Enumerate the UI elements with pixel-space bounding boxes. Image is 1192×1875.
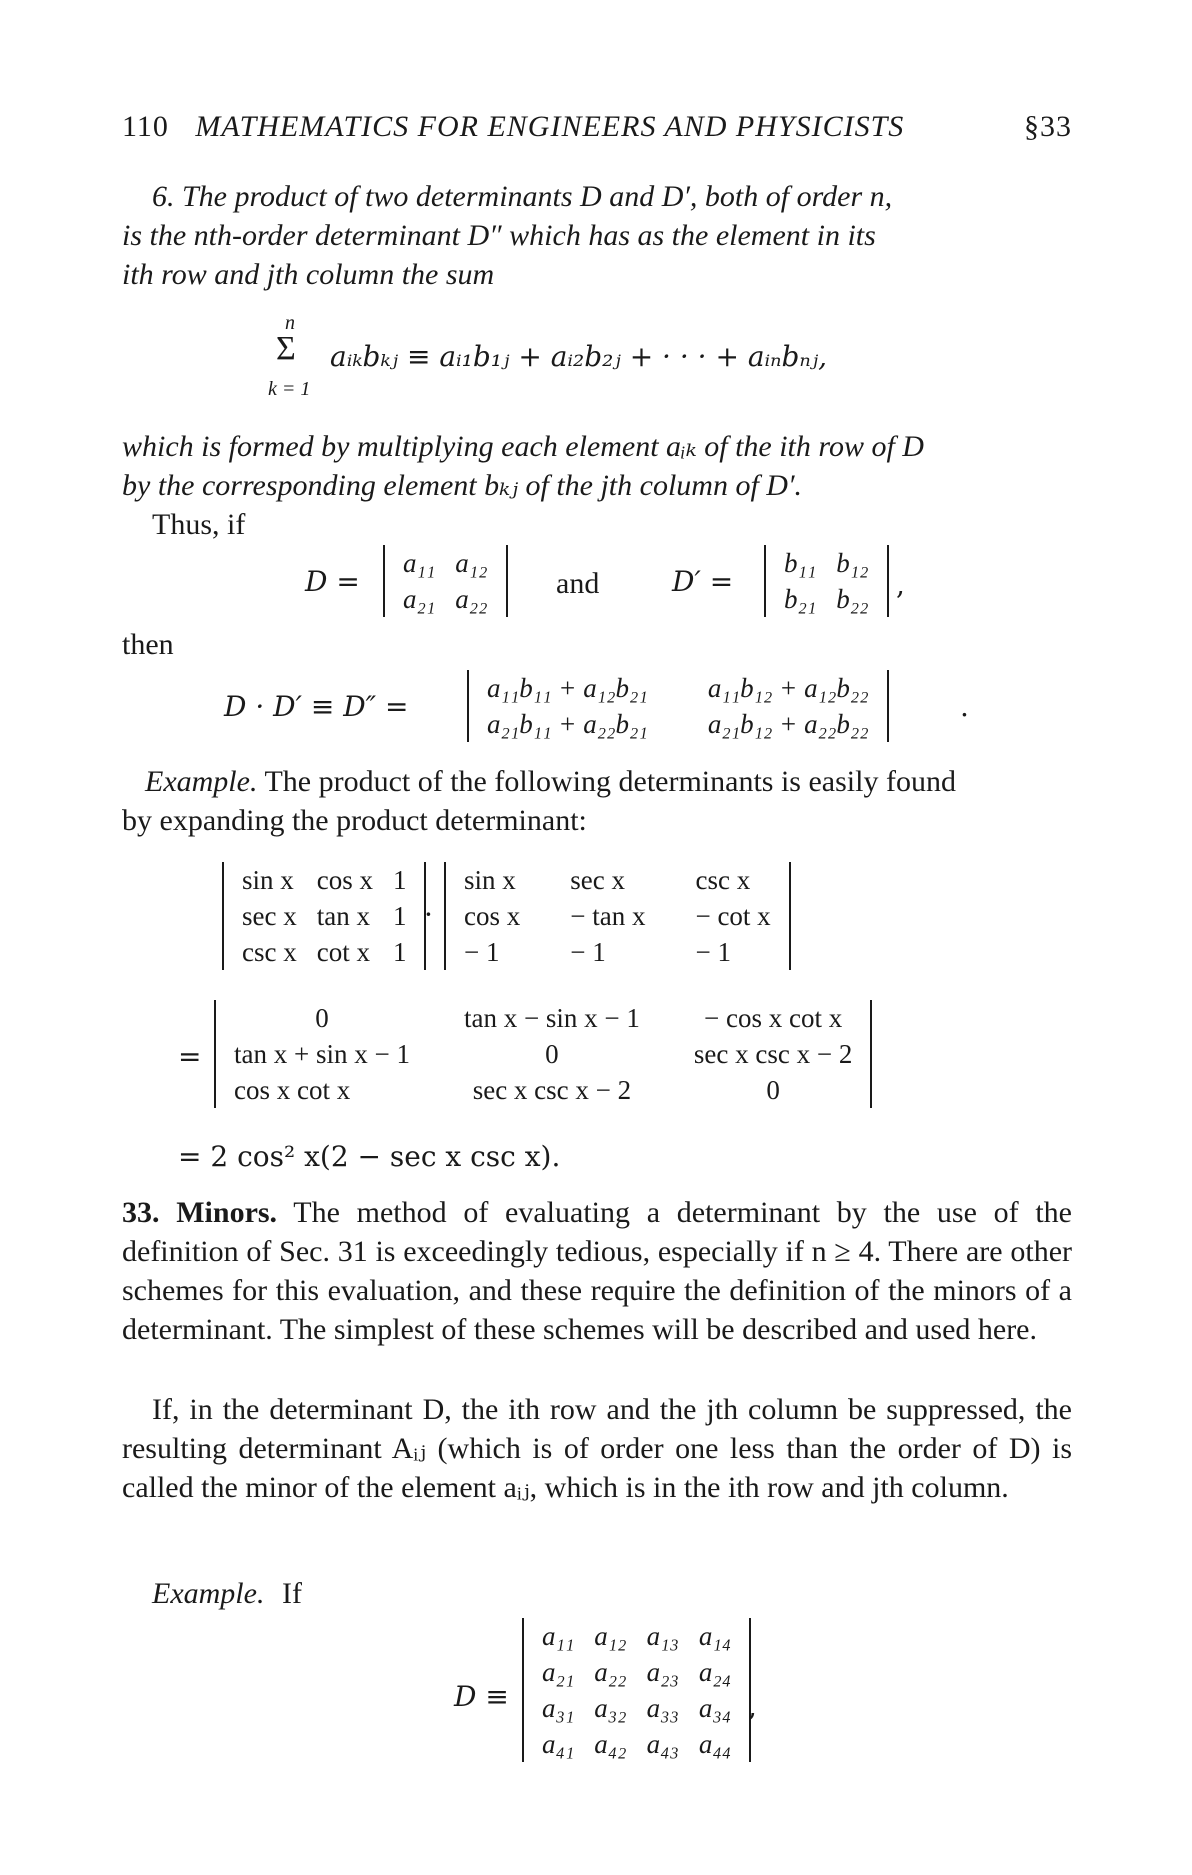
trig-left-cell: 1 [392, 865, 407, 895]
trig-right-cell: − 1 [464, 937, 500, 967]
trig-left-determinant [222, 862, 426, 970]
d-cell: a₂₁ [403, 584, 436, 614]
formed-line-1: which is formed by multiplying each element aᵢₖ of the ith row of D [122, 430, 924, 463]
trig-result-determinant [214, 1000, 872, 1108]
d4-cell: a₄₃ [646, 1729, 679, 1759]
determinant-product [467, 670, 889, 742]
d4-cell: a₁₃ [646, 1621, 679, 1651]
d4-cell: a₂₁ [542, 1657, 575, 1687]
example1-line-2: by expanding the product determinant: [122, 804, 587, 837]
page-header [122, 110, 1072, 144]
d4-cell: a₃₃ [646, 1693, 679, 1723]
product-cell: a₁₁b₁₁ + a₁₂b₂₁ [487, 673, 648, 703]
running-title: MATHEMATICS FOR ENGINEERS AND PHYSICISTS [195, 110, 905, 143]
d4-cell: a₄₁ [542, 1729, 575, 1759]
example1-text-1: The product of the following determinants is easily found [264, 765, 956, 798]
trig-left-cell: 1 [392, 937, 407, 967]
result-cell: cos x cot x [234, 1075, 351, 1105]
trig-left-cell: cos x [316, 865, 373, 895]
dprime-cell: b₁₁ [784, 548, 817, 578]
theorem-line-2: is the nth-order determinant D″ which has as the element in its [122, 219, 876, 252]
trig-left-cell: cot x [316, 937, 370, 967]
dprime-label: D′ = [672, 565, 734, 598]
sigma-symbol: Σ [276, 330, 296, 367]
trig-right-cell: − 1 [695, 937, 731, 967]
result-cell: 0 [545, 1039, 559, 1069]
example2-line [152, 1575, 302, 1613]
d4-cell: a₁₁ [542, 1621, 575, 1651]
result-cell: tan x + sin x − 1 [234, 1039, 410, 1069]
example2-label: Example. [152, 1577, 265, 1610]
d4-cell: a₃₂ [594, 1693, 627, 1723]
example-label: Example. [145, 765, 258, 798]
dprime-comma: , [896, 568, 905, 601]
determinant-dprime [764, 545, 889, 617]
result-cell: 0 [766, 1075, 780, 1105]
product-period: . [960, 690, 969, 723]
trig-right-cell: sec x [570, 865, 625, 895]
then-word: then [122, 628, 174, 661]
d-cell: a₁₁ [403, 548, 436, 578]
trig-right-determinant [444, 862, 791, 970]
result-cell: − cos x cot x [704, 1003, 843, 1033]
d4-cell: a₁₂ [594, 1621, 627, 1651]
product-label: D · D′ ≡ D″ = [224, 690, 409, 723]
dprime-cell: b₂₁ [784, 584, 817, 614]
d4-cell: a₃₄ [698, 1693, 732, 1723]
d-cell: a₁₂ [455, 548, 488, 578]
d4-cell: a₃₁ [542, 1693, 575, 1723]
minors-text-1: The method of evaluating a determinant by the use of the definition of Sec. 31 is exceedingly tedious, especially if n ≥ 4. There are other schemes for this evaluation, and these require the definition of the minors of a determinant. The simplest of these schemes will be described and used here. [122, 1196, 1072, 1346]
d4-cell: a₄₂ [594, 1729, 627, 1759]
d-label: D = [305, 565, 360, 598]
minors-text-2: If, in the determinant D, the ith row and the jth column be suppressed, the resulting determinant Aᵢⱼ (which is of order one less than the order of D) is called the minor of the element aᵢⱼ, which is in the ith row and jth column. [122, 1393, 1072, 1504]
trig-left-cell: csc x [242, 937, 297, 967]
d4-cell: a₄₄ [698, 1729, 732, 1759]
theorem-line-1: 6. The product of two determinants D and D′, both of order n, [152, 180, 893, 213]
dprime-cell: b₂₂ [836, 584, 869, 614]
trig-right-cell: cos x [464, 901, 521, 931]
product-cell: a₁₁b₁₂ + a₁₂b₂₂ [707, 673, 869, 703]
minors-paragraph-2 [122, 1390, 1072, 1507]
trig-left-cell: tan x [316, 901, 370, 931]
sum-upper-limit: n [285, 312, 295, 334]
example2-if: If [281, 1577, 302, 1610]
trig-left-cell: sin x [242, 865, 294, 895]
d4-cell: a₂₃ [646, 1657, 679, 1687]
trig-right-cell: sin x [464, 865, 516, 895]
section-number: §33 [1024, 110, 1072, 143]
theorem-line-3: ith row and jth column the sum [122, 258, 495, 291]
trig-right-cell: − tan x [570, 901, 646, 931]
trig-left-cell: 1 [392, 901, 407, 931]
example1-line-1 [145, 763, 956, 801]
d4-comma: , [748, 1690, 757, 1723]
sum-lower-limit: k = 1 [268, 378, 311, 400]
thus-if: Thus, if [152, 508, 246, 541]
section-heading: 33. Minors. [122, 1196, 278, 1229]
product-cell: a₂₁b₁₁ + a₂₂b₂₁ [487, 709, 648, 739]
trig-left-cell: sec x [242, 901, 297, 931]
d4-label: D ≡ [454, 1680, 509, 1713]
product-cell: a₂₁b₁₂ + a₂₂b₂₂ [707, 709, 869, 739]
trig-dot: · [424, 898, 433, 931]
final-equation: = 2 cos² x(2 − sec x csc x). [178, 1140, 561, 1173]
d4-cell: a₂₂ [594, 1657, 627, 1687]
dprime-cell: b₁₂ [836, 548, 869, 578]
result-equals: = [178, 1040, 202, 1073]
d4-cell: a₁₄ [698, 1621, 732, 1651]
result-cell: sec x csc x − 2 [472, 1075, 632, 1105]
page-number: 110 [122, 110, 169, 143]
determinant-d [383, 545, 508, 617]
formed-line-2: by the corresponding element bₖⱼ of the jth column of D′. [122, 469, 803, 502]
and-word: and [556, 567, 600, 600]
d-cell: a₂₂ [455, 584, 488, 614]
trig-right-cell: − 1 [570, 937, 606, 967]
result-cell: tan x − sin x − 1 [463, 1003, 640, 1033]
minors-paragraph-1 [122, 1193, 1072, 1349]
trig-right-cell: csc x [695, 865, 751, 895]
trig-right-cell: − cot x [695, 901, 771, 931]
determinant-4x4 [522, 1618, 751, 1762]
sum-expression: aᵢₖbₖⱼ ≡ aᵢ₁b₁ⱼ + aᵢ₂b₂ⱼ + · · · + aᵢₙbₙⱼ, [330, 340, 828, 373]
result-cell: 0 [315, 1003, 329, 1033]
d4-cell: a₂₄ [698, 1657, 732, 1687]
result-cell: sec x csc x − 2 [693, 1039, 853, 1069]
